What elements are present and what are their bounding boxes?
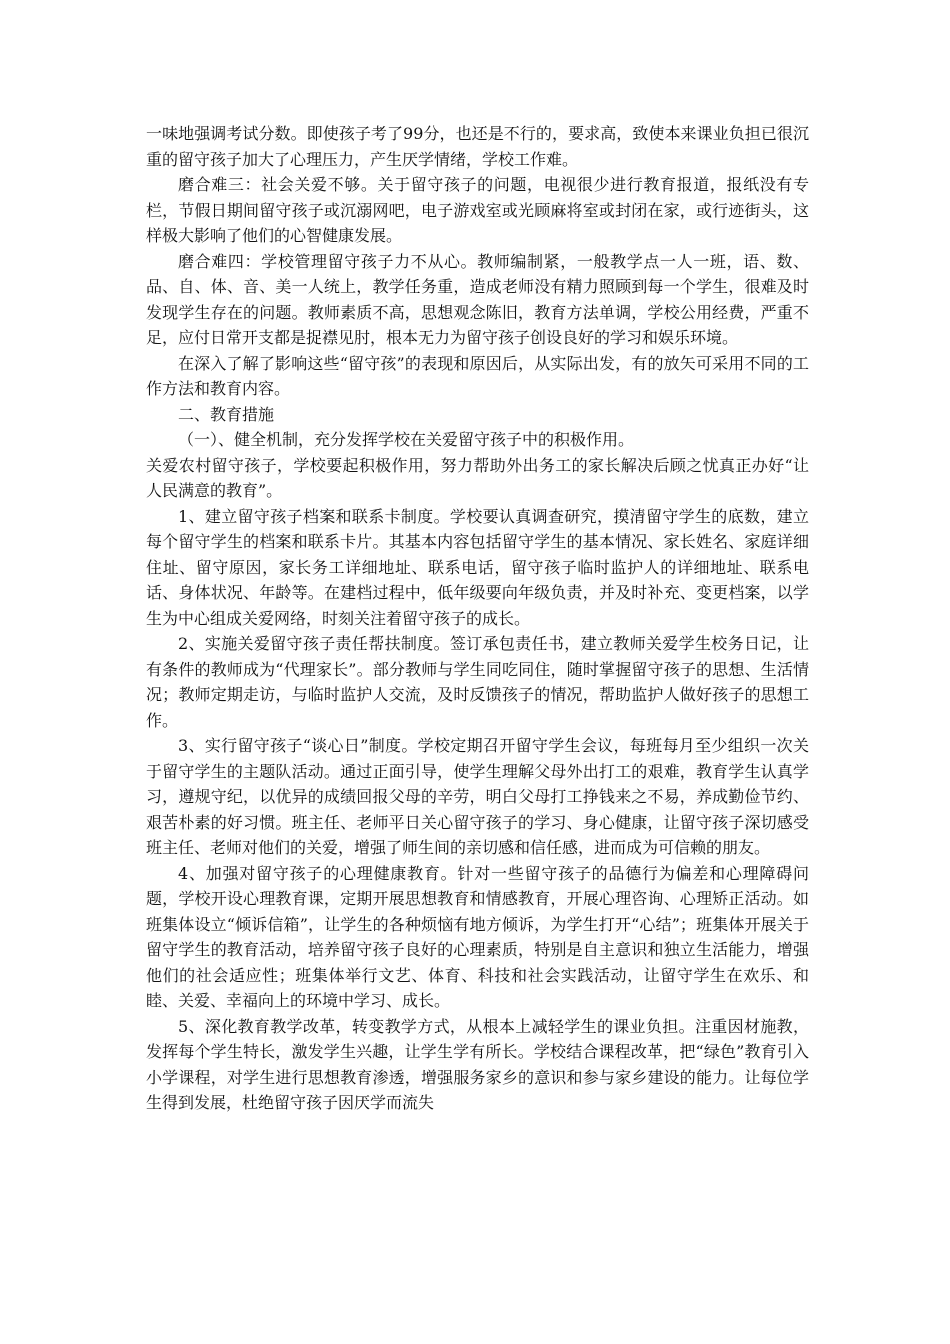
paragraph-exam-pressure: 一味地强调考试分数。即使孩子考了99分，也还是不行的，要求高，致使本来课业负担已很沉重的留守孩子加大了心理压力，产生厌学情绪，学校工作难。 [146,124,809,169]
section-heading-measures: 二、教育措施 [178,404,275,424]
paragraph-measure-2: 2、实施关爱留守孩子责任帮扶制度。签订承包责任书，建立教师关爱学生校务日记，让有条件的教师成为“代理家长”。部分教师与学生同吃同住，随时掌握留守孩子的思想、生活情况；教师定期走访，与临时监护人交流，及时反馈孩子的情况，帮助监护人做好孩子的思想工作。 [146,634,809,730]
subsection-heading-mechanism: （一）、健全机制，充分发挥学校在关爱留守孩子中的积极作用。 [178,430,635,449]
paragraph-school-role: 关爱农村留守孩子，学校要起积极作用，努力帮助外出务工的家长解决后顾之忧真正办好“让人民满意的教育”。 [146,455,809,500]
paragraph-measure-3: 3、实行留守孩子“谈心日”制度。学校定期召开留守学生会议，每班每月至少组织一次关于留守学生的主题队活动。通过正面引导，使学生理解父母外出打工的艰难，教育学生认真学习，遵规守纪，以优异的成绩回报父母的辛劳，明白父母打工挣钱来之不易，养成勤俭节约、艰苦朴素的好习惯。班主任、老师平日关心留守孩子的学习、身心健康，让留守孩子深切感受班主任、老师对他们的关爱，增强了师生间的亲切感和信任感，进而成为可信赖的朋友。 [146,736,809,857]
paragraph-measure-1: 1、建立留守孩子档案和联系卡制度。学校要认真调查研究，摸清留守学生的底数，建立每个留守学生的档案和联系卡片。其基本内容包括留守学生的基本情况、家长姓名、家庭详细住址、留守原因，家长务工详细地址、联系电话，留守孩子临时监护人的详细地址、联系电话、身体状况、年龄等。在建档过程中，低年级要向年级负责，并及时补充、变更档案，以学生为中心组成关爱网络，时刻关注着留守孩子的成长。 [146,506,809,628]
paragraph-measure-5: 5、深化教育教学改革，转变教学方式，从根本上减轻学生的课业负担。注重因材施教，发挥每个学生特长，激发学生兴趣，让学生学有所长。学校结合课程改革，把“绿色”教育引入小学课程，对学生进行思想教育渗透，增强服务家乡的意识和参与家乡建设的能力。让每位学生得到发展，杜绝留守孩子因厌学而流失 [146,1016,809,1112]
document-page [146,121,809,1116]
paragraph-measure-4: 4、加强对留守孩子的心理健康教育。针对一些留守孩子的品德行为偏差和心理障碍问题，学校开设心理教育课，定期开展思想教育和情感教育，开展心理咨询、心理矫正活动。如班集体设立“倾诉信箱”，让学生的各种烦恼有地方倾诉，为学生打开“心结”；班集体开展关于留守学生的教育活动，培养留守孩子良好的心理素质，特别是自主意识和独立生活能力，增强他们的社会适应性；班集体举行文艺、体育、科技和社会实践活动，让留守学生在欢乐、和睦、关爱、幸福向上的环境中学习、成长。 [146,863,809,1010]
paragraph-summary: 在深入了解了影响这些“留守孩”的表现和原因后，从实际出发，有的放矢可采用不同的工作方法和教育内容。 [146,353,809,398]
paragraph-difficulty-four: 磨合难四：学校管理留守孩子力不从心。教师编制紧，一般教学点一人一班，语、数、品、自、体、音、美一人统上，教学任务重，造成老师没有精力照顾到每一个学生，很难及时发现学生存在的问题。教师素质不高，思想观念陈旧，教育方法单调，学校公用经费，严重不足，应付日常开支都是捉襟见肘，根本无力为留守孩子创设良好的学习和娱乐环境。 [146,251,809,347]
paragraph-difficulty-three: 磨合难三：社会关爱不够。关于留守孩子的问题，电视很少进行教育报道，报纸没有专栏，节假日期间留守孩子或沉溺网吧，电子游戏室或光顾麻将室或封闭在家，或行迹街头，这样极大影响了他们的心智健康发展。 [146,175,809,245]
